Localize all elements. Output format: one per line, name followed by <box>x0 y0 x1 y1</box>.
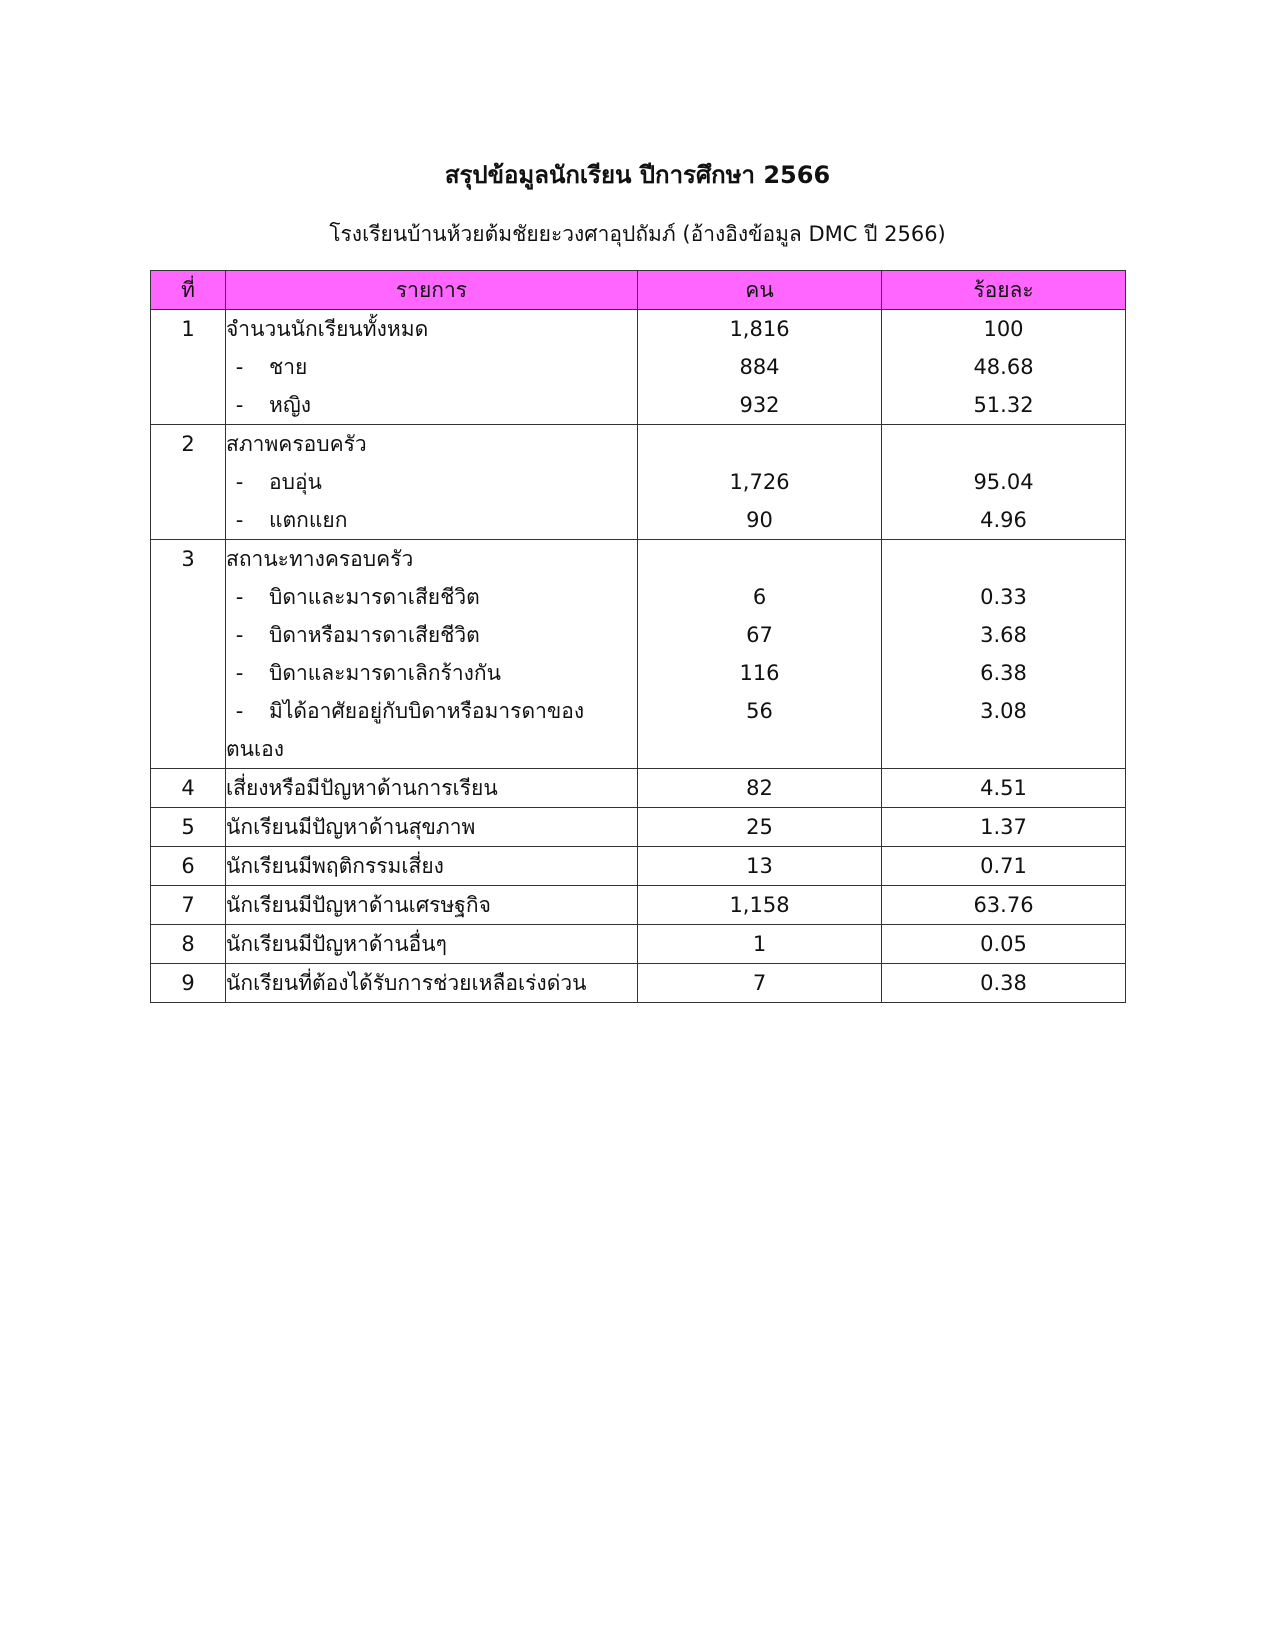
row-label: นักเรียนที่ต้องได้รับการช่วยเหลือเร่งด่วน <box>226 964 638 1003</box>
header-no: ที่ <box>151 271 226 310</box>
row-percent: 0.71 <box>882 847 1126 886</box>
header-item: รายการ <box>226 271 638 310</box>
subrow-label: อบอุ่น <box>269 469 322 494</box>
subrow-percent: 95.04 <box>882 463 1126 501</box>
student-summary-table <box>150 270 1126 1003</box>
header-percent: ร้อยละ <box>882 271 1126 310</box>
subrow-label: มิได้อาศัยอยู่กับบิดาหรือมารดาของ <box>269 698 585 723</box>
table-subrow <box>151 616 1126 654</box>
subrow-count: 884 <box>638 348 882 386</box>
subrow-percent: 6.38 <box>882 654 1126 692</box>
row-number: 5 <box>151 808 226 847</box>
row-percent: 0.38 <box>882 964 1126 1003</box>
table-row <box>151 964 1126 1003</box>
row-count: 1,816 <box>638 310 882 349</box>
table-row <box>151 425 1126 464</box>
subrow-label: หญิง <box>269 392 311 417</box>
bullet-dash: - <box>235 469 244 494</box>
row-number: 6 <box>151 847 226 886</box>
row-number: 9 <box>151 964 226 1003</box>
row-count: 25 <box>638 808 882 847</box>
table-subrow <box>151 578 1126 616</box>
subrow-percent: 3.68 <box>882 616 1126 654</box>
table-subrow <box>151 692 1126 730</box>
page-title: สรุปข้อมูลนักเรียน ปีการศึกษา 2566 <box>444 161 831 189</box>
subrow-count: 116 <box>638 654 882 692</box>
row-label: จำนวนนักเรียนทั้งหมด <box>226 310 638 349</box>
row-label: สภาพครอบครัว <box>226 425 638 464</box>
subrow-label: บิดาหรือมารดาเสียชีวิต <box>269 622 480 647</box>
subrow-count: 56 <box>638 692 882 730</box>
row-number: 3 <box>151 540 226 579</box>
subrow-percent: 0.33 <box>882 578 1126 616</box>
table-subrow <box>151 654 1126 692</box>
subrow-count: 90 <box>638 501 882 540</box>
subrow-percent: 51.32 <box>882 386 1126 425</box>
row-number: 7 <box>151 886 226 925</box>
bullet-dash: - <box>235 354 244 379</box>
table-row <box>151 847 1126 886</box>
row-count: 82 <box>638 769 882 808</box>
table-subrow <box>151 463 1126 501</box>
row-count: 1 <box>638 925 882 964</box>
table-row <box>151 808 1126 847</box>
bullet-dash: - <box>235 622 244 647</box>
bullet-dash: - <box>235 660 244 685</box>
row-label: นักเรียนมีปัญหาด้านอื่นๆ <box>226 925 638 964</box>
table-row <box>151 310 1126 349</box>
table-row <box>151 925 1126 964</box>
row-number: 8 <box>151 925 226 964</box>
row-label: เสี่ยงหรือมีปัญหาด้านการเรียน <box>226 769 638 808</box>
subrow-label: บิดาและมารดาเสียชีวิต <box>269 584 480 609</box>
row-count: 13 <box>638 847 882 886</box>
subrow-count: 67 <box>638 616 882 654</box>
row-label: นักเรียนมีพฤติกรรมเสี่ยง <box>226 847 638 886</box>
subrow-label-continuation: ตนเอง <box>226 730 638 769</box>
row-percent: 0.05 <box>882 925 1126 964</box>
subrow-percent: 3.08 <box>882 692 1126 730</box>
subrow-count: 932 <box>638 386 882 425</box>
row-percent: 1.37 <box>882 808 1126 847</box>
subrow-count: 1,726 <box>638 463 882 501</box>
table-subrow <box>151 501 1126 540</box>
row-number: 4 <box>151 769 226 808</box>
table-row <box>151 886 1126 925</box>
subrow-label: ชาย <box>269 354 308 379</box>
row-percent: 4.51 <box>882 769 1126 808</box>
table-subrow <box>151 386 1126 425</box>
row-count: 1,158 <box>638 886 882 925</box>
row-label: นักเรียนมีปัญหาด้านเศรษฐกิจ <box>226 886 638 925</box>
row-count: 7 <box>638 964 882 1003</box>
bullet-dash: - <box>235 507 244 532</box>
table-subrow <box>151 348 1126 386</box>
header-count: คน <box>638 271 882 310</box>
subrow-label: แตกแยก <box>269 507 348 532</box>
row-number: 1 <box>151 310 226 349</box>
bullet-dash: - <box>235 698 244 723</box>
bullet-dash: - <box>235 392 244 417</box>
subrow-percent: 48.68 <box>882 348 1126 386</box>
table-header-row <box>151 271 1126 310</box>
subrow-percent: 4.96 <box>882 501 1126 540</box>
subrow-count: 6 <box>638 578 882 616</box>
table-subrow-continuation <box>151 730 1126 769</box>
page-subtitle: โรงเรียนบ้านห้วยต้มชัยยะวงศาอุปถัมภ์ (อ้างอิงข้อมูล DMC ปี 2566) <box>329 222 946 246</box>
bullet-dash: - <box>235 584 244 609</box>
row-number: 2 <box>151 425 226 464</box>
row-percent: 100 <box>882 310 1126 349</box>
table-row <box>151 540 1126 579</box>
subrow-label: บิดาและมารดาเลิกร้างกัน <box>269 660 501 685</box>
row-label: สถานะทางครอบครัว <box>226 540 638 579</box>
row-percent: 63.76 <box>882 886 1126 925</box>
row-label: นักเรียนมีปัญหาด้านสุขภาพ <box>226 808 638 847</box>
table-row <box>151 769 1126 808</box>
